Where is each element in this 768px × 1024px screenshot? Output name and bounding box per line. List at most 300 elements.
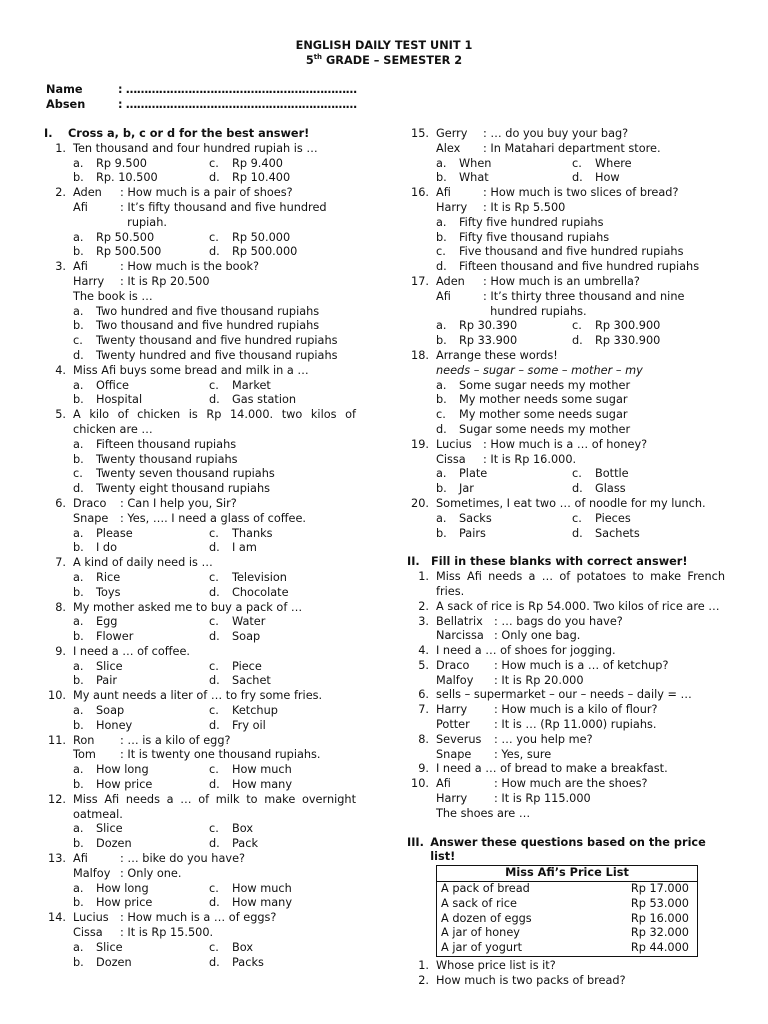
answer-option[interactable] — [73, 171, 209, 186]
option-letter: d. — [209, 585, 220, 599]
answer-option[interactable] — [73, 245, 209, 260]
option-text: Dozen — [96, 837, 132, 851]
question-number: 2. — [418, 973, 429, 987]
option-text: Five thousand and five hundred rupiahs — [459, 245, 684, 259]
question-number: 8. — [55, 600, 66, 614]
question-body — [436, 703, 725, 733]
answer-option[interactable] — [436, 482, 572, 497]
answer-option[interactable] — [572, 157, 725, 172]
section-2-heading — [407, 555, 725, 570]
option-text: Thanks — [232, 526, 273, 540]
option-text: Fifteen thousand and five hundred rupiahs — [459, 260, 700, 274]
dialog-line — [73, 186, 356, 201]
answer-option[interactable] — [73, 822, 209, 837]
answer-option[interactable] — [209, 941, 356, 956]
answer-option[interactable] — [209, 882, 356, 897]
item-price: Rp 17.000 — [630, 882, 689, 896]
item-price: Rp 32.000 — [630, 926, 689, 940]
option-letter: d. — [209, 630, 220, 644]
option-text: Rice — [96, 570, 121, 584]
speaker: Snape — [436, 747, 472, 761]
answer-option[interactable] — [209, 571, 356, 586]
option-letter: b. — [73, 778, 84, 792]
speaker: Draco — [73, 496, 107, 510]
student-info — [46, 83, 357, 113]
option-letter: b. — [73, 541, 84, 555]
option-text: How price — [96, 778, 153, 792]
answer-option[interactable] — [209, 541, 356, 556]
answer-option[interactable] — [436, 260, 725, 275]
answer-option[interactable] — [436, 393, 725, 408]
answer-option[interactable] — [73, 882, 209, 897]
answer-option[interactable] — [572, 319, 725, 334]
question-number: 5. — [55, 408, 66, 422]
option-text: Where — [595, 156, 632, 170]
question-body — [436, 275, 725, 349]
answer-options — [73, 615, 356, 645]
dialog-line — [436, 305, 725, 320]
option-text: Chocolate — [232, 585, 289, 599]
option-text: Some sugar needs my mother — [459, 378, 631, 392]
option-text: Plate — [459, 467, 488, 481]
option-letter: a. — [73, 304, 84, 318]
question-body — [436, 349, 725, 438]
option-text: Two thousand and five hundred rupiahs — [96, 319, 320, 333]
answer-option[interactable] — [209, 822, 356, 837]
option-letter: d. — [209, 896, 220, 910]
question-body — [73, 852, 356, 911]
question-number: 4. — [418, 644, 429, 658]
dialog-line — [73, 852, 356, 867]
question-body — [436, 615, 725, 645]
option-text: Pieces — [595, 511, 631, 525]
answer-option[interactable] — [209, 245, 356, 260]
option-text: Sugar some needs my mother — [459, 422, 631, 436]
answer-option[interactable] — [209, 896, 356, 911]
question-body — [73, 142, 356, 186]
speaker: Harry — [436, 792, 468, 806]
answer-option[interactable] — [209, 763, 356, 778]
answer-option[interactable] — [436, 171, 572, 186]
option-letter: c. — [73, 334, 83, 348]
answer-options — [73, 660, 356, 690]
option-letter: a. — [436, 319, 447, 333]
speaker: Malfoy — [436, 673, 474, 687]
option-text: How many — [232, 778, 293, 792]
section-1-questions-continued — [407, 127, 725, 541]
option-text: Rp 500.500 — [96, 245, 162, 259]
question-text: sells – supermarket – our – needs – daily = … — [436, 688, 692, 702]
option-text: Rp 10.400 — [232, 171, 291, 185]
absen-field[interactable]: : ……………………………………………………… — [118, 98, 357, 111]
answer-option[interactable] — [436, 408, 725, 423]
answer-option[interactable] — [572, 482, 725, 497]
answer-option[interactable] — [73, 438, 356, 453]
option-letter: c. — [572, 156, 582, 170]
answer-option[interactable] — [73, 630, 209, 645]
question-number: 2. — [418, 599, 429, 613]
answer-options — [436, 157, 725, 187]
speaker: Alex — [436, 141, 461, 155]
answer-option[interactable] — [209, 660, 356, 675]
name-field[interactable]: : ……………………………………………………… — [118, 83, 357, 96]
answer-option[interactable] — [73, 453, 356, 468]
dialog-line — [436, 718, 725, 733]
answer-option[interactable] — [572, 334, 725, 349]
option-letter: d. — [436, 422, 447, 436]
option-text: What — [459, 171, 489, 185]
option-letter: d. — [209, 541, 220, 555]
option-letter: c. — [209, 615, 219, 629]
option-text: Fifty five thousand rupiahs — [459, 230, 610, 244]
answer-option[interactable] — [73, 305, 356, 320]
option-letter: c. — [73, 467, 83, 481]
answer-option[interactable] — [436, 512, 572, 527]
speech: rupiah. — [120, 215, 167, 229]
question — [44, 734, 356, 793]
answer-options — [73, 571, 356, 601]
speaker: Cissa — [436, 452, 466, 466]
option-letter: a. — [73, 437, 84, 451]
answer-option[interactable] — [73, 660, 209, 675]
dialog-line — [73, 911, 356, 926]
answer-option[interactable] — [436, 379, 725, 394]
answer-option[interactable] — [73, 334, 356, 349]
question-number: 9. — [418, 762, 429, 776]
answer-option[interactable] — [209, 956, 356, 971]
question-number: 12. — [48, 792, 66, 806]
option-letter: b. — [73, 674, 84, 688]
option-letter: b. — [73, 452, 84, 466]
section-title: Answer these questions based on the price list! — [430, 835, 706, 864]
question-body — [436, 777, 725, 821]
option-text: Office — [96, 378, 129, 392]
option-letter: a. — [73, 763, 84, 777]
speaker: Afi — [436, 289, 451, 303]
question — [407, 688, 725, 703]
speaker: Harry — [73, 274, 105, 288]
answer-option[interactable] — [73, 941, 209, 956]
dialog-line — [73, 748, 356, 763]
question — [407, 762, 725, 777]
speaker: Ron — [73, 733, 95, 747]
question-text: My aunt needs a liter of … to fry some fries. — [73, 689, 323, 703]
option-letter: a. — [436, 378, 447, 392]
answer-options — [436, 216, 725, 275]
option-text: How long — [96, 881, 149, 895]
item-name: A sack of rice — [441, 896, 517, 910]
answer-option[interactable] — [73, 157, 209, 172]
question-body — [73, 793, 356, 852]
option-text: Fry oil — [232, 718, 266, 732]
price-row — [437, 926, 697, 941]
name-label: Name — [46, 83, 83, 96]
answer-option[interactable] — [73, 571, 209, 586]
option-text: Sachet — [232, 674, 271, 688]
dialog-line — [436, 733, 725, 748]
answer-option[interactable] — [209, 586, 356, 601]
question-number: 8. — [418, 732, 429, 746]
answer-option[interactable] — [73, 541, 209, 556]
answer-option[interactable] — [572, 527, 725, 542]
answer-option[interactable] — [209, 704, 356, 719]
question-text: I need a … of bread to make a breakfast. — [436, 762, 668, 776]
answer-option[interactable] — [73, 719, 209, 734]
speech: : It is Rp 20.000 — [494, 673, 584, 687]
option-text: Rp 330.900 — [595, 334, 661, 348]
question — [407, 127, 725, 186]
section-1-heading — [44, 127, 356, 142]
answer-option[interactable] — [73, 956, 209, 971]
grade-number: 5 — [305, 53, 314, 67]
answer-option[interactable] — [73, 586, 209, 601]
answer-option[interactable] — [73, 896, 209, 911]
option-text: I am — [232, 541, 257, 555]
option-letter: b. — [73, 393, 84, 407]
question-number: 10. — [411, 777, 429, 791]
answer-option[interactable] — [209, 393, 356, 408]
dialog-line — [436, 615, 725, 630]
dialog-line — [436, 186, 725, 201]
speech: : Only one. — [120, 866, 182, 880]
speech: : … bags do you have? — [494, 614, 623, 628]
option-letter: c. — [209, 940, 219, 954]
question — [44, 793, 356, 852]
option-text: Rp 300.900 — [595, 319, 661, 333]
question-text: Miss Afi buys some bread and milk in a … — [73, 363, 309, 377]
question-body — [73, 364, 356, 408]
answer-option[interactable] — [73, 674, 209, 689]
answer-option[interactable] — [73, 349, 356, 364]
speaker: Afi — [436, 777, 451, 791]
speech: : It is Rp 16.000. — [483, 452, 577, 466]
question — [407, 959, 725, 974]
answer-option[interactable] — [209, 231, 356, 246]
answer-option[interactable] — [436, 334, 572, 349]
answer-option[interactable] — [73, 379, 209, 394]
option-letter: d. — [572, 482, 583, 496]
question-body — [436, 688, 725, 703]
answer-option[interactable] — [73, 319, 356, 334]
option-text: How price — [96, 896, 153, 910]
question-body — [436, 127, 725, 186]
option-letter: b. — [73, 896, 84, 910]
answer-option[interactable] — [436, 423, 725, 438]
question-text: Sometimes, I eat two … of noodle for my lunch. — [436, 496, 706, 510]
answer-option[interactable] — [209, 615, 356, 630]
answer-option[interactable] — [73, 778, 209, 793]
question — [44, 911, 356, 970]
speech: : How much are the shoes? — [494, 777, 648, 791]
option-text: Dozen — [96, 955, 132, 969]
option-letter: b. — [436, 230, 447, 244]
option-text: Pairs — [459, 526, 486, 540]
answer-option[interactable] — [209, 379, 356, 394]
item-name: A jar of yogurt — [441, 941, 523, 955]
question — [44, 260, 356, 364]
speaker: Severus — [436, 732, 482, 746]
dialog-line — [436, 748, 725, 763]
answer-option[interactable] — [436, 231, 725, 246]
item-price: Rp 44.000 — [630, 941, 689, 955]
answer-options — [73, 763, 356, 793]
answer-option[interactable] — [73, 467, 356, 482]
question-body — [436, 733, 725, 763]
answer-option[interactable] — [73, 231, 209, 246]
question — [407, 974, 725, 989]
option-letter: d. — [572, 334, 583, 348]
option-text: How many — [232, 896, 293, 910]
answer-options — [73, 231, 356, 261]
price-list-title: Miss Afi’s Price List — [437, 866, 697, 882]
question — [407, 570, 725, 600]
option-text: Twenty hundred and five thousand rupiahs — [96, 348, 338, 362]
answer-option[interactable] — [209, 171, 356, 186]
dialog-line — [436, 629, 725, 644]
option-letter: a. — [73, 615, 84, 629]
question — [407, 703, 725, 733]
option-text: Hospital — [96, 393, 143, 407]
answer-option[interactable] — [436, 157, 572, 172]
answer-option[interactable] — [436, 245, 725, 260]
speech: : … do you buy your bag? — [483, 127, 629, 140]
option-letter: d. — [209, 955, 220, 969]
option-letter: b. — [73, 718, 84, 732]
dialog-line — [436, 290, 725, 305]
speech: : How much is an umbrella? — [483, 274, 640, 288]
option-letter: b. — [73, 319, 84, 333]
answer-option[interactable] — [73, 763, 209, 778]
answer-option[interactable] — [209, 674, 356, 689]
answer-option[interactable] — [73, 704, 209, 719]
option-text: My mother some needs sugar — [459, 408, 628, 422]
question — [44, 852, 356, 911]
question-number: 20. — [411, 496, 429, 510]
option-letter: d. — [73, 482, 84, 496]
question-number: 10. — [48, 689, 66, 703]
speech: : How much is a … of eggs? — [120, 911, 277, 925]
speaker: Gerry — [436, 127, 468, 140]
option-letter: c. — [209, 822, 219, 836]
option-text: Gas station — [232, 393, 297, 407]
option-text: Twenty thousand rupiahs — [96, 452, 238, 466]
dialog-line — [436, 438, 725, 453]
question-prompt: The book is … — [73, 289, 153, 303]
option-letter: a. — [73, 822, 84, 836]
question-text: How much is two packs of bread? — [436, 973, 626, 987]
option-letter: d. — [209, 837, 220, 851]
answer-option[interactable] — [436, 527, 572, 542]
speaker: Lucius — [73, 911, 109, 925]
dialog-line — [73, 216, 356, 231]
option-text: Rp 50.500 — [96, 230, 155, 244]
answer-option[interactable] — [436, 467, 572, 482]
answer-option[interactable] — [209, 630, 356, 645]
speaker: Afi — [436, 186, 451, 200]
dialog-line — [73, 867, 356, 882]
answer-option[interactable] — [73, 615, 209, 630]
question-number: 9. — [55, 644, 66, 658]
question — [44, 408, 356, 497]
answer-options — [73, 941, 356, 971]
question-body — [73, 186, 356, 260]
option-letter: d. — [209, 778, 220, 792]
option-text: Pack — [232, 837, 258, 851]
answer-option[interactable] — [572, 512, 725, 527]
option-letter: b. — [73, 171, 84, 185]
answer-option[interactable] — [73, 393, 209, 408]
question-body — [73, 408, 356, 497]
option-text: Fifty five hundred rupiahs — [459, 215, 604, 229]
option-text: How much — [232, 881, 292, 895]
option-letter: c. — [209, 659, 219, 673]
answer-option[interactable] — [209, 778, 356, 793]
option-letter: a. — [436, 215, 447, 229]
answer-option[interactable] — [436, 216, 725, 231]
speaker: Afi — [73, 200, 88, 214]
question-body — [436, 438, 725, 497]
question-body — [73, 734, 356, 793]
speech: hundred rupiahs. — [483, 304, 587, 318]
question-number: 16. — [411, 186, 429, 200]
speech: : … bike do you have? — [120, 852, 246, 866]
item-name: A jar of honey — [441, 926, 520, 940]
option-text: Please — [96, 526, 133, 540]
question-body — [436, 570, 725, 600]
price-row — [437, 882, 697, 897]
answer-option[interactable] — [572, 171, 725, 186]
option-letter: d. — [209, 674, 220, 688]
option-letter: a. — [73, 230, 84, 244]
option-letter: b. — [73, 837, 84, 851]
option-letter: b. — [436, 334, 447, 348]
test-header — [0, 39, 768, 69]
question-text: Miss Afi needs a … of potatoes to make French fries. — [436, 570, 725, 598]
speaker: Tom — [73, 748, 96, 762]
option-text: Box — [232, 822, 253, 836]
answer-option[interactable] — [209, 719, 356, 734]
answer-option[interactable] — [209, 527, 356, 542]
answer-option[interactable] — [73, 527, 209, 542]
answer-option[interactable] — [73, 837, 209, 852]
option-letter: c. — [209, 156, 219, 170]
option-text: Box — [232, 940, 253, 954]
answer-option[interactable] — [73, 482, 356, 497]
question-text: Whose price list is it? — [436, 959, 556, 973]
option-letter: d. — [209, 718, 220, 732]
answer-option[interactable] — [209, 837, 356, 852]
section-number: I. — [44, 127, 53, 140]
option-letter: c. — [436, 245, 446, 259]
section-3-questions — [407, 959, 725, 989]
speech: : How much is a pair of shoes? — [120, 186, 293, 200]
dialog-line — [436, 792, 725, 807]
speech: : It is Rp 20.500 — [120, 274, 210, 288]
answer-option[interactable] — [209, 157, 356, 172]
question-number: 14. — [48, 911, 66, 925]
answer-options — [73, 882, 356, 912]
answer-option[interactable] — [572, 467, 725, 482]
option-letter: c. — [436, 408, 446, 422]
option-text: Pair — [96, 674, 118, 688]
answer-option[interactable] — [436, 319, 572, 334]
answer-options — [436, 319, 725, 349]
answer-options — [73, 527, 356, 557]
dialog-line — [436, 275, 725, 290]
option-text: Twenty eight thousand rupiahs — [96, 482, 270, 496]
absen-label: Absen — [46, 98, 86, 111]
option-letter: b. — [73, 955, 84, 969]
